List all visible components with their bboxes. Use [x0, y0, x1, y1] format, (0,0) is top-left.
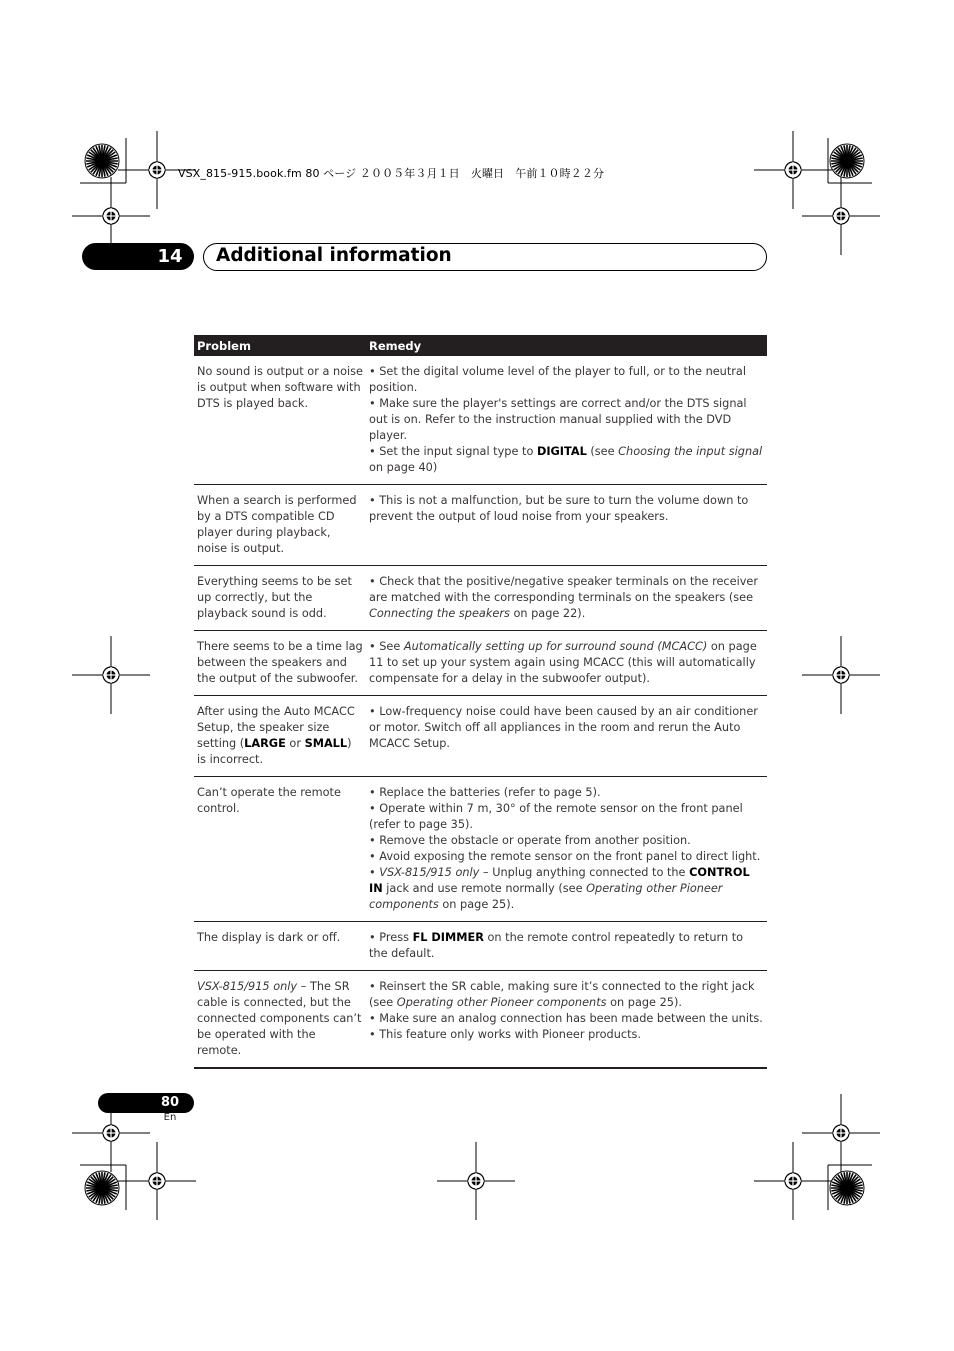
text-run: • Reinsert the SR cable, making sure it’s connected to the right jack (see [369, 980, 755, 1009]
column-header-problem: Problem [194, 335, 366, 356]
remedy-item [369, 979, 764, 1011]
page-number: 80 [160, 1095, 180, 1110]
text-run: • This is not a malfunction, but be sure to turn the volume down to prevent the output of loud noise from your speakers. [369, 494, 749, 523]
table-row [194, 696, 767, 777]
text-run: Can’t operate the remote control. [197, 786, 341, 815]
remedy-item [369, 1027, 764, 1043]
problem-cell [194, 777, 366, 922]
text-run: or [285, 737, 305, 750]
table-row [194, 922, 767, 971]
table-row [194, 566, 767, 631]
text-run: • Low-frequency noise could have been caused by an air conditioner or motor. Switch off all appliances in the room and rerun the Auto MCACC Setup. [369, 705, 758, 750]
page-language: En [163, 1112, 177, 1123]
remedy-item [369, 444, 764, 476]
text-run: The display is dark or off. [197, 931, 341, 944]
table-row [194, 356, 767, 485]
text-run: jack and use remote normally (see [382, 882, 587, 895]
table-header-row [194, 335, 767, 356]
table-row [194, 631, 767, 696]
problem-cell [194, 631, 366, 696]
text-run: on page 25). [606, 996, 682, 1009]
text-run: • Press [369, 931, 413, 944]
table-row [194, 777, 767, 922]
text-run: When a search is performed by a DTS compatible CD player during playback, noise is output. [197, 494, 357, 555]
text-run: Everything seems to be set up correctly, but the playback sound is odd. [197, 575, 352, 620]
text-run: • [369, 866, 380, 879]
bold-term: SMALL [304, 737, 348, 750]
text-run: There seems to be a time lag between the speakers and the output of the subwoofer. [197, 640, 363, 685]
italic-reference: VSX-815/915 only [379, 866, 480, 879]
bold-term: FL DIMMER [412, 931, 484, 944]
problem-cell [194, 971, 366, 1069]
remedy-item [369, 639, 764, 687]
remedy-item [369, 1011, 764, 1027]
chapter-number: 14 [157, 246, 183, 267]
remedy-item [369, 801, 764, 833]
troubleshooting-table [194, 335, 767, 1069]
text-run: on page 40) [369, 461, 438, 474]
remedy-item [369, 833, 764, 849]
italic-reference: Connecting the speakers [369, 607, 510, 620]
text-run: • Avoid exposing the remote sensor on the front panel to direct light. [369, 850, 761, 863]
remedy-item [369, 364, 764, 396]
table-body [194, 356, 767, 1068]
remedy-item [369, 396, 764, 444]
remedy-cell [366, 631, 767, 696]
text-run: After using the Auto MCACC Setup, the speaker size setting ( [197, 705, 355, 750]
remedy-item [369, 865, 764, 913]
remedy-item [369, 574, 764, 622]
problem-cell [194, 566, 366, 631]
print-slug: VSX_815-915.book.fm 80 ページ ２００５年３月１日 火曜日 午前１０時２２分 [178, 167, 605, 180]
problem-cell [194, 356, 366, 485]
italic-reference: Automatically setting up for surround sound (MCACC) [403, 640, 708, 653]
text-run: • Check that the positive/negative speaker terminals on the receiver are matched with the corresponding terminals on the speakers (see [369, 575, 759, 604]
italic-reference: Choosing the input signal [618, 445, 763, 458]
text-run: on page 25). [438, 898, 515, 911]
remedy-cell [366, 971, 767, 1069]
problem-cell [194, 485, 366, 566]
remedy-item [369, 930, 764, 962]
table-row [194, 971, 767, 1069]
remedy-cell [366, 566, 767, 631]
text-run: • See [369, 640, 404, 653]
remedy-item [369, 704, 764, 752]
bold-term: DIGITAL [536, 445, 587, 458]
chapter-title: Additional information [216, 245, 452, 266]
bold-term: CONTROL IN [369, 866, 750, 895]
text-run: ) is incorrect. [197, 737, 352, 766]
text-run: on page 11 to set up your system again using MCACC (this will automatically compensate for a delay in the subwoofer output). [369, 640, 757, 685]
remedy-item [369, 785, 764, 801]
remedy-cell [366, 696, 767, 777]
remedy-item [369, 849, 764, 865]
text-run: • Set the digital volume level of the player to full, or to the neutral position. [369, 365, 746, 394]
remedy-cell [366, 777, 767, 922]
column-header-remedy: Remedy [366, 335, 767, 356]
text-run: • Make sure an analog connection has been made between the units. [369, 1012, 763, 1025]
text-run: • This feature only works with Pioneer products. [369, 1028, 642, 1041]
table-row [194, 485, 767, 566]
remedy-cell [366, 356, 767, 485]
text-run: • Remove the obstacle or operate from another position. [369, 834, 691, 847]
problem-cell [194, 696, 366, 777]
text-run: – Unplug anything connected to the [479, 866, 690, 879]
text-run: • Replace the batteries (refer to page 5). [369, 786, 601, 799]
text-run: No sound is output or a noise is output when software with DTS is played back. [197, 365, 364, 410]
remedy-cell [366, 922, 767, 971]
bold-term: LARGE [244, 737, 286, 750]
problem-cell [194, 922, 366, 971]
text-run: on the remote control repeatedly to return to the default. [369, 931, 744, 960]
text-run: • Set the input signal type to [369, 445, 537, 458]
remedy-cell [366, 485, 767, 566]
italic-reference: Operating other Pioneer components [369, 882, 723, 911]
italic-reference: Operating other Pioneer components [396, 996, 607, 1009]
text-run: • Make sure the player's settings are correct and/or the DTS signal out is on. Refer to the instruction manual supplied with the DVD player. [369, 397, 747, 442]
remedy-item [369, 493, 764, 525]
text-run: on page 22). [509, 607, 586, 620]
text-run: – The SR cable is connected, but the connected components can’t be operated with the remote. [197, 980, 362, 1057]
text-run: • Operate within 7 m, 30° of the remote sensor on the front panel (refer to page 35). [369, 802, 743, 831]
italic-reference: VSX-815/915 only [197, 980, 298, 993]
text-run: (see [586, 445, 619, 458]
